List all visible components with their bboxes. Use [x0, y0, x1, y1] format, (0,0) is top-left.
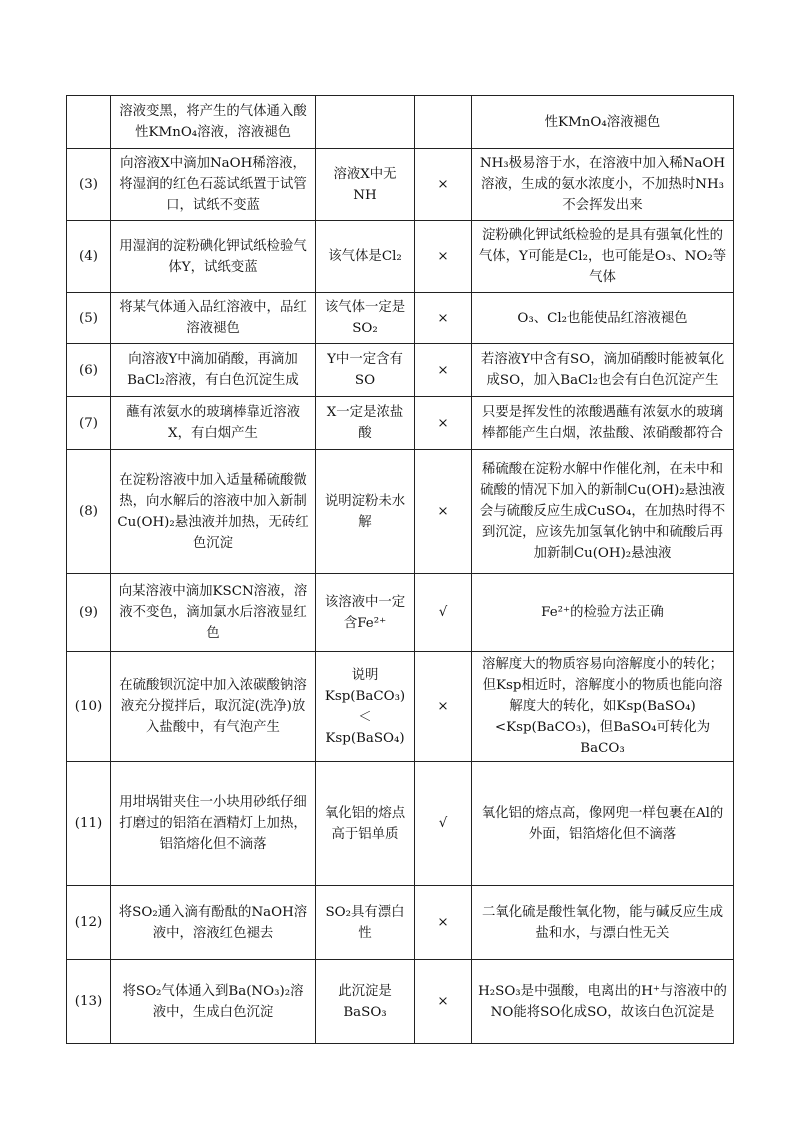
row-number: (3)	[67, 149, 111, 221]
table-row	[67, 293, 734, 344]
explanation-cell: H₂SO₃是中强酸，电离出的H⁺与溶液中的NO能将SO化成SO，故该白色沉淀是	[472, 960, 734, 1044]
table-row	[67, 450, 734, 574]
conclusion-cell: 该溶液中一定含Fe²⁺	[316, 574, 415, 652]
judgment-cell: ×	[415, 652, 472, 762]
operation-cell: 在硫酸钡沉淀中加入浓碳酸钠溶液充分搅拌后，取沉淀(洗净)放入盐酸中，有气泡产生	[111, 652, 316, 762]
table-row	[67, 886, 734, 960]
judgment-cell: √	[415, 762, 472, 886]
conclusion-cell: 氧化铝的熔点高于铝单质	[316, 762, 415, 886]
judgment-cell: ×	[415, 149, 472, 221]
conclusion-cell: 说明Ksp(BaCO₃)＜Ksp(BaSO₄)	[316, 652, 415, 762]
conclusion-cell: Y中一定含有SO	[316, 344, 415, 397]
conclusion-cell: 溶液X中无NH	[316, 149, 415, 221]
row-number: (9)	[67, 574, 111, 652]
explanation-cell: 性KMnO₄溶液褪色	[472, 96, 734, 149]
row-number: (7)	[67, 397, 111, 450]
explanation-cell: O₃、Cl₂也能使品红溶液褪色	[472, 293, 734, 344]
row-number	[67, 96, 111, 149]
table-row	[67, 574, 734, 652]
operation-cell: 向某溶液中滴加KSCN溶液，溶液不变色，滴加氯水后溶液显红色	[111, 574, 316, 652]
operation-cell: 将某气体通入品红溶液中，品红溶液褪色	[111, 293, 316, 344]
explanation-cell: 二氧化硫是酸性氧化物，能与碱反应生成盐和水，与漂白性无关	[472, 886, 734, 960]
row-number: (12)	[67, 886, 111, 960]
judgment-cell: ×	[415, 450, 472, 574]
operation-cell: 将SO₂气体通入到Ba(NO₃)₂溶液中，生成白色沉淀	[111, 960, 316, 1044]
judgment-cell: ×	[415, 886, 472, 960]
table-row	[67, 762, 734, 886]
conclusion-cell: X一定是浓盐酸	[316, 397, 415, 450]
explanation-cell: 若溶液Y中含有SO，滴加硝酸时能被氧化成SO，加入BaCl₂也会有白色沉淀产生	[472, 344, 734, 397]
operation-cell: 蘸有浓氨水的玻璃棒靠近溶液X，有白烟产生	[111, 397, 316, 450]
judgment-cell	[415, 96, 472, 149]
row-number: (13)	[67, 960, 111, 1044]
row-number: (8)	[67, 450, 111, 574]
explanation-cell: 稀硫酸在淀粉水解中作催化剂，在未中和硫酸的情况下加入的新制Cu(OH)₂悬浊液会与硫酸反应生成CuSO₄，在加热时得不到沉淀，应该先加氢氧化钠中和硫酸后再加新制Cu(OH)₂悬浊液	[472, 450, 734, 574]
row-number: (5)	[67, 293, 111, 344]
explanation-cell: 溶解度大的物质容易向溶解度小的转化；但Ksp相近时，溶解度小的物质也能向溶解度大的转化，如Ksp(BaSO₄)<Ksp(BaCO₃)，但BaSO₄可转化为BaCO₃	[472, 652, 734, 762]
operation-cell: 在淀粉溶液中加入适量稀硫酸微热，向水解后的溶液中加入新制Cu(OH)₂悬浊液并加热，无砖红色沉淀	[111, 450, 316, 574]
row-number: (11)	[67, 762, 111, 886]
judgment-cell: ×	[415, 344, 472, 397]
row-number: (10)	[67, 652, 111, 762]
operation-cell: 溶液变黑，将产生的气体通入酸性KMnO₄溶液，溶液褪色	[111, 96, 316, 149]
conclusion-cell: 此沉淀是BaSO₃	[316, 960, 415, 1044]
explanation-cell: 淀粉碘化钾试纸检验的是具有强氧化性的气体，Y可能是Cl₂，也可能是O₃、NO₂等气体	[472, 221, 734, 293]
table-row	[67, 96, 734, 149]
table-row	[67, 221, 734, 293]
conclusion-cell: SO₂具有漂白性	[316, 886, 415, 960]
operation-cell: 向溶液X中滴加NaOH稀溶液，将湿润的红色石蕊试纸置于试管口，试纸不变蓝	[111, 149, 316, 221]
operation-cell: 将SO₂通入滴有酚酞的NaOH溶液中，溶液红色褪去	[111, 886, 316, 960]
judgment-cell: ×	[415, 293, 472, 344]
conclusion-cell	[316, 96, 415, 149]
conclusion-cell: 说明淀粉未水解	[316, 450, 415, 574]
operation-cell: 向溶液Y中滴加硝酸，再滴加BaCl₂溶液，有白色沉淀生成	[111, 344, 316, 397]
judgment-cell: ×	[415, 397, 472, 450]
experiment-table	[66, 95, 734, 1044]
operation-cell: 用湿润的淀粉碘化钾试纸检验气体Y，试纸变蓝	[111, 221, 316, 293]
explanation-cell: 只要是挥发性的浓酸遇蘸有浓氨水的玻璃棒都能产生白烟，浓盐酸、浓硝酸都符合	[472, 397, 734, 450]
conclusion-cell: 该气体是Cl₂	[316, 221, 415, 293]
explanation-cell: 氧化铝的熔点高，像网兜一样包裹在Al的外面，铝箔熔化但不滴落	[472, 762, 734, 886]
table-row	[67, 652, 734, 762]
table-row	[67, 960, 734, 1044]
row-number: (6)	[67, 344, 111, 397]
judgment-cell: ×	[415, 221, 472, 293]
explanation-cell: Fe²⁺的检验方法正确	[472, 574, 734, 652]
row-number: (4)	[67, 221, 111, 293]
table-row	[67, 344, 734, 397]
explanation-cell: NH₃极易溶于水，在溶液中加入稀NaOH溶液，生成的氨水浓度小，不加热时NH₃不会挥发出来	[472, 149, 734, 221]
table-row	[67, 149, 734, 221]
judgment-cell: ×	[415, 960, 472, 1044]
operation-cell: 用坩埚钳夹住一小块用砂纸仔细打磨过的铝箔在酒精灯上加热，铝箔熔化但不滴落	[111, 762, 316, 886]
table-row	[67, 397, 734, 450]
conclusion-cell: 该气体一定是SO₂	[316, 293, 415, 344]
judgment-cell: √	[415, 574, 472, 652]
